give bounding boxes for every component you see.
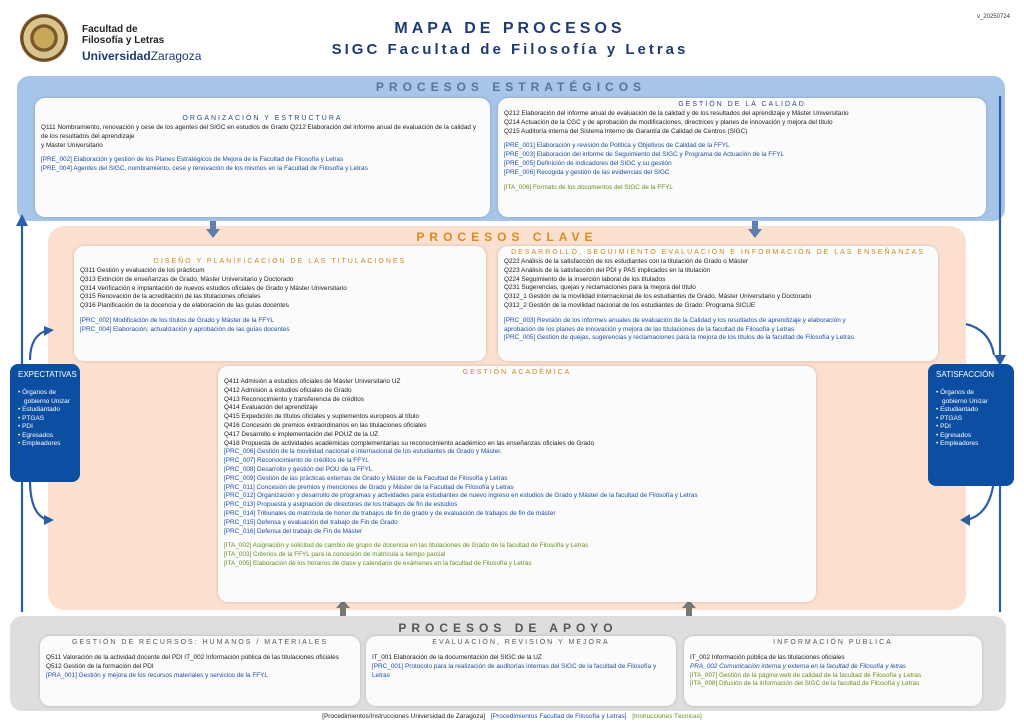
satisfaccion-item: • Empleadores: [936, 440, 979, 447]
satisfaccion-title: SATISFACCIÓN: [936, 370, 995, 379]
desarrollo-q1: Q222 Análisis de la satisfacción de los estudiantes con la titulación de Grado o Máster: [504, 258, 749, 265]
expectativas-arrow-head-2: [44, 515, 54, 525]
expectativas-item: • PDI: [18, 423, 33, 430]
recursos-title: GESTIÓN DE RECURSOS: HUMANOS / MATERIALES: [71, 639, 329, 646]
desarrollo-card: [498, 246, 938, 361]
diseno-title: DISEÑO Y PLANIFICACIÓN DE LAS TITULACIONES: [153, 258, 407, 265]
recursos-q2: Q512 Gestión de la formación del PDI: [46, 662, 154, 670]
legend-tecnicas: [Instrucciones Técnicas]: [632, 713, 702, 720]
organizacion-title: ORGANIZACIÓN Y ESTRUCTURA: [182, 115, 343, 122]
expectativas-item: gobierno Unizar: [24, 397, 70, 405]
academica-q6: Q416 Concesión de premios extraordinarios en las titulaciones oficiales: [224, 421, 427, 429]
diseno-q2: Q313 Extinción de enseñanzas de Grado, Máster Universitario y Doctorado: [80, 275, 294, 283]
desarrollo-q5: Q312_1 Gestión de la movilidad internacional de los estudiantes de Grado, Máster Universitario y Doctorado: [504, 293, 812, 301]
academica-prc8[interactable]: [PRC_014] Tribunales de matrícula de honor de trabajos de fin de grado y de evaluación de trabajos de fin de máster: [224, 509, 556, 517]
satisfaccion-box: [928, 364, 1014, 486]
est-to-clave-arrow-right-shaft: [752, 221, 758, 229]
satisfaccion-item: • PDI: [936, 423, 951, 430]
satisfaccion-arrow-head: [960, 514, 970, 526]
academica-q2: Q412 Admisión a estudios oficiales de Grado: [224, 386, 352, 394]
clave-label: PROCESOS CLAVE: [416, 230, 598, 244]
academica-card: [218, 366, 816, 602]
expectativas-item: • PTGAS: [18, 414, 45, 422]
expectativas-item: • Empleadores: [18, 440, 61, 447]
diseno-q1: Q311 Gestión y evaluación de los prácticum: [80, 267, 205, 274]
diseno-prc2[interactable]: [PRC_004] Elaboración, actualización y aprobación de las guías docentes: [80, 325, 290, 333]
calidad-title: GESTIÓN DE LA CALIDAD: [678, 101, 806, 108]
calidad-q3: Q215 Auditoría interna del Sistema Interno de Garantía de Calidad de Centros (SIGC): [504, 127, 748, 135]
informacion-title: INFORMACIÓN PÚBLICA: [773, 639, 893, 646]
expectativas-item: • Estudiantado: [18, 406, 61, 413]
academica-prc5[interactable]: [PRC_011] Concesión de premios y menciones de Grado y Máster de la Facultad de Filosofía y Letras: [224, 483, 514, 491]
organizacion-card: [35, 98, 490, 217]
desarrollo-q3: Q224 Seguimiento de la inserción laboral de los titulados: [504, 275, 666, 283]
calidad-q2: Q214 Actuación de la CGC y de aprobación de modificaciones, directrices y planes de innovación y mejora del título: [504, 118, 833, 126]
organizacion-q-text2: y Máster Universitario: [41, 141, 103, 149]
university-name-rest: Zaragoza: [150, 49, 202, 63]
diseno-q3: Q314 Verificación e implantación de nuevos estudios oficiales de Grado y Máster Universitario: [80, 284, 347, 292]
organizacion-prc2[interactable]: [PRE_004] Agentes del SIGC, nombramiento, cese y renovación de los mismos en la Facultad de Filosofía y Letras: [41, 165, 368, 173]
informacion-ita1[interactable]: [ITA_007] Gestión de la página web de calidad de la facultad de Filosofía y Letras: [690, 671, 922, 679]
estrategicos-label: PROCESOS ESTRATÉGICOS: [375, 80, 647, 94]
diseno-card: [74, 246, 486, 361]
academica-q7: Q417 Desarrollo e implementación del POUZ de la UZ: [224, 430, 379, 438]
academica-ita3[interactable]: [ITA_005] Elaboración de los horarios de clase y calendario de exámenes en la facultad de Filosofía y Letras: [224, 559, 532, 567]
page-title: MAPA DE PROCESOS: [394, 20, 626, 37]
satisfaccion-item: • Egresados: [936, 431, 972, 439]
calidad-card: [498, 98, 986, 217]
calidad-q1: Q212 Elaboración del informe anual de evaluación de la calidad y de los resultados del aprendizaje y Máster Universitario: [504, 110, 849, 117]
calidad-prc1[interactable]: [PRE_001] Elaboración y revisión de Política y Objetivos de Calidad de la FFYL: [504, 142, 730, 150]
satisfaccion-arrow-top: [966, 324, 994, 355]
desarrollo-q2: Q223 Análisis de la satisfacción del PDI y PAS implicados en la titulación: [504, 266, 711, 274]
academica-q4: Q414 Evaluación del aprendizaje: [224, 404, 318, 412]
academica-title: GESTIÓN ACADÉMICA: [462, 369, 572, 376]
satisfaccion-item: • PTGAS: [936, 414, 963, 422]
faculty-name-line1: Facultad de: [82, 24, 138, 35]
expectativas-box: [10, 364, 80, 482]
legend-uz: [Procedimientos/Instrucciones Universidad de Zaragoza]: [322, 713, 486, 720]
page-subtitle: SIGC Facultad de Filosofía y Letras: [331, 41, 689, 58]
informacion-q1: IT_002 Información pública de las titulaciones oficiales: [690, 654, 845, 661]
satisfaccion-item: • Estudiantado: [936, 406, 979, 413]
est-to-clave-arrow-right-head: [748, 229, 762, 238]
desarrollo-q6: Q312_2 Gestión de la movilidad nacional de los estudiantes de Grado: Programa SICUE: [504, 301, 756, 309]
calidad-prc3[interactable]: [PRE_005] Definición de indicadores del SIGC y su gestión: [504, 159, 672, 167]
informacion-pra1[interactable]: PRA_002 Comunicación interna y externa en la facultad de Filosofía y letras: [690, 662, 906, 670]
academica-prc3[interactable]: [PRC_008] Desarrollo y gestión del POU de la FFYL: [224, 465, 373, 473]
diseno-prc1[interactable]: [PRC_002] Modificación de los títulos de Grado y Máster de la FFYL: [80, 316, 274, 324]
expectativas-title: EXPECTATIVAS: [18, 370, 77, 379]
academica-ita1[interactable]: [ITA_002] Asignación y solicitud de cambio de grupo de docencia en las titulaciones de Grado de la facultad de Filosofía y Letras: [224, 542, 589, 550]
diseno-q4: Q315 Renovación de la acreditación de las titulaciones oficiales: [80, 293, 261, 301]
university-name-bold: Universidad: [82, 49, 151, 63]
expectativas-arrow-head-1: [44, 326, 54, 336]
faculty-name-line2: Filosofía y Letras: [82, 35, 165, 46]
academica-prc4[interactable]: [PRC_009] Gestión de las prácticas externas de Grado y Máster de la Facultad de Filosofía y Letras: [224, 474, 508, 482]
legend: [0, 713, 1024, 720]
academica-q5: Q415 Expedición de títulos oficiales y suplementos europeos al título: [224, 413, 420, 421]
expectativas-arrow-down: [30, 480, 48, 520]
satisfaccion-item: • Órganos de: [936, 389, 975, 396]
calidad-prc2[interactable]: [PRE_003] Elaboración del informe de Seguimiento del SIGC y Programa de Actuación de la FFYL: [504, 151, 784, 159]
expectativas-item: • Órganos de: [18, 389, 57, 396]
desarrollo-prc1b[interactable]: aprobación de los planes de innovación y mejora de las titulaciones de la facultad de Filosofía y Letras: [504, 325, 795, 333]
recursos-q1: Q511 Valoración de la actividad docente del PDI IT_002 Información pública de las titulaciones oficiales: [46, 654, 339, 661]
apoyo-label: PROCESOS DE APOYO: [398, 621, 618, 635]
est-to-clave-arrow-left-shaft: [210, 221, 216, 229]
recursos-card: [40, 636, 360, 706]
academica-prc7[interactable]: [PRC_013] Propuesta y asignación de directores de los trabajos de fin de estudios: [224, 501, 458, 509]
evaluacion-card: [366, 636, 676, 706]
academica-q3: Q413 Reconocimiento y transferencia de créditos: [224, 395, 364, 403]
evaluacion-prc1[interactable]: [PRC_001] Protocolo para la realización de auditorías internas del SIGC de la facultad de Filosofía y Letras: [372, 662, 657, 679]
academica-q1: Q411 Admisión a estudios oficiales de Máster Universitario UZ: [224, 378, 401, 385]
left-arrow-head: [16, 214, 28, 226]
organizacion-prc1[interactable]: [PRE_002] Elaboración y gestión de los Planes Estratégicos de Mejora de la Facultad de Filosofía y Letras: [41, 156, 344, 164]
desarrollo-prc2[interactable]: [PRC_005] Gestión de quejas, sugerencias y reclamaciones para la mejora de los títulos de la facultad de Filosofía y Letras: [504, 334, 854, 342]
version-label: v_20250724: [976, 14, 1010, 20]
academica-prc1[interactable]: [PRC_006] Gestión de la movilidad nacional e internacional de los estudiantes de Grado y Máster.: [224, 448, 502, 456]
apoyo-to-clave-arrow-right-shaft: [686, 608, 692, 616]
organizacion-q-text: Q111 Nombramiento, renovación y cese de los agentes del SIGC en estudios de Grado Q212 Elaboración del informe anual de evaluación de la calidad y de los resultados del aprendizaje: [41, 124, 476, 140]
calidad-ita1[interactable]: [ITA_006] Formato de los documentos del SIGC de la FFYL: [504, 183, 673, 191]
satisfaccion-item: gobierno Unizar: [942, 397, 988, 405]
evaluacion-q1: IT_001 Elaboración de la documentación del SIGC de la UZ: [372, 654, 542, 661]
desarrollo-q4: Q231 Sugerencias, quejas y reclamaciones para la mejora del título: [504, 284, 696, 292]
academica-prc10[interactable]: [PRC_016] Defensa del trabajo de Fin de Máster: [224, 527, 363, 535]
informacion-card: [684, 636, 982, 706]
academica-prc2[interactable]: [PRC_007] Reconocimiento de créditos de la FFYL: [224, 457, 369, 465]
apoyo-to-clave-arrow-left-shaft: [340, 608, 346, 616]
evaluacion-title: EVALUACIÓN, REVISIÓN Y MEJORA: [432, 639, 610, 646]
expectativas-item: • Egresados: [18, 431, 54, 439]
desarrollo-prc1[interactable]: [PRC_003] Revisión de los informes anuales de evaluación de la Calidad y los resultados de aprendizaje y elaboración y: [504, 316, 846, 324]
academica-ita2[interactable]: [ITA_003] Criterios de la FFYL para la concesión de matrícula a tiempo parcial: [224, 551, 446, 559]
recursos-pra1[interactable]: [PRA_001] Gestión y mejora de los recursos materiales y servicios de la FFYL: [46, 671, 268, 679]
satisfaccion-arrow-bottom: [966, 480, 994, 520]
calidad-prc4[interactable]: [PRE_006] Recogida y gestión de las evidencias del SIGC: [504, 168, 670, 176]
academica-q8: Q418 Propuesta de actividades académicas complementarias su reconocimiento académico en las enseñanzas oficiales de Grado: [224, 439, 595, 447]
legend-facultad: [Procedimientos Facultad de Filosofía y Letras]: [490, 713, 627, 720]
est-to-clave-arrow-left-head: [206, 229, 220, 238]
academica-prc6[interactable]: [PRC_012] Organización y desarrollo de programas y actividades para estudiantes de nuevo ingreso en estudios de Grado y Máster de la facultad de Filosofía y Letras: [224, 492, 698, 500]
academica-prc9[interactable]: [PRC_015] Defensa y evaluación del trabajo de Fin de Grado: [224, 518, 398, 526]
diseno-q5: Q316 Planificación de la docencia y de elaboración de las guías docentes: [80, 302, 289, 310]
desarrollo-title: DESARROLLO, SEGUIMIENTO EVALUACIÓN E INFORMACIÓN DE LAS ENSEÑANZAS: [511, 249, 925, 256]
informacion-ita2[interactable]: [ITA_008] Difusión de la información del SIGC de la facultad de Filosofía y Letras: [690, 680, 920, 688]
